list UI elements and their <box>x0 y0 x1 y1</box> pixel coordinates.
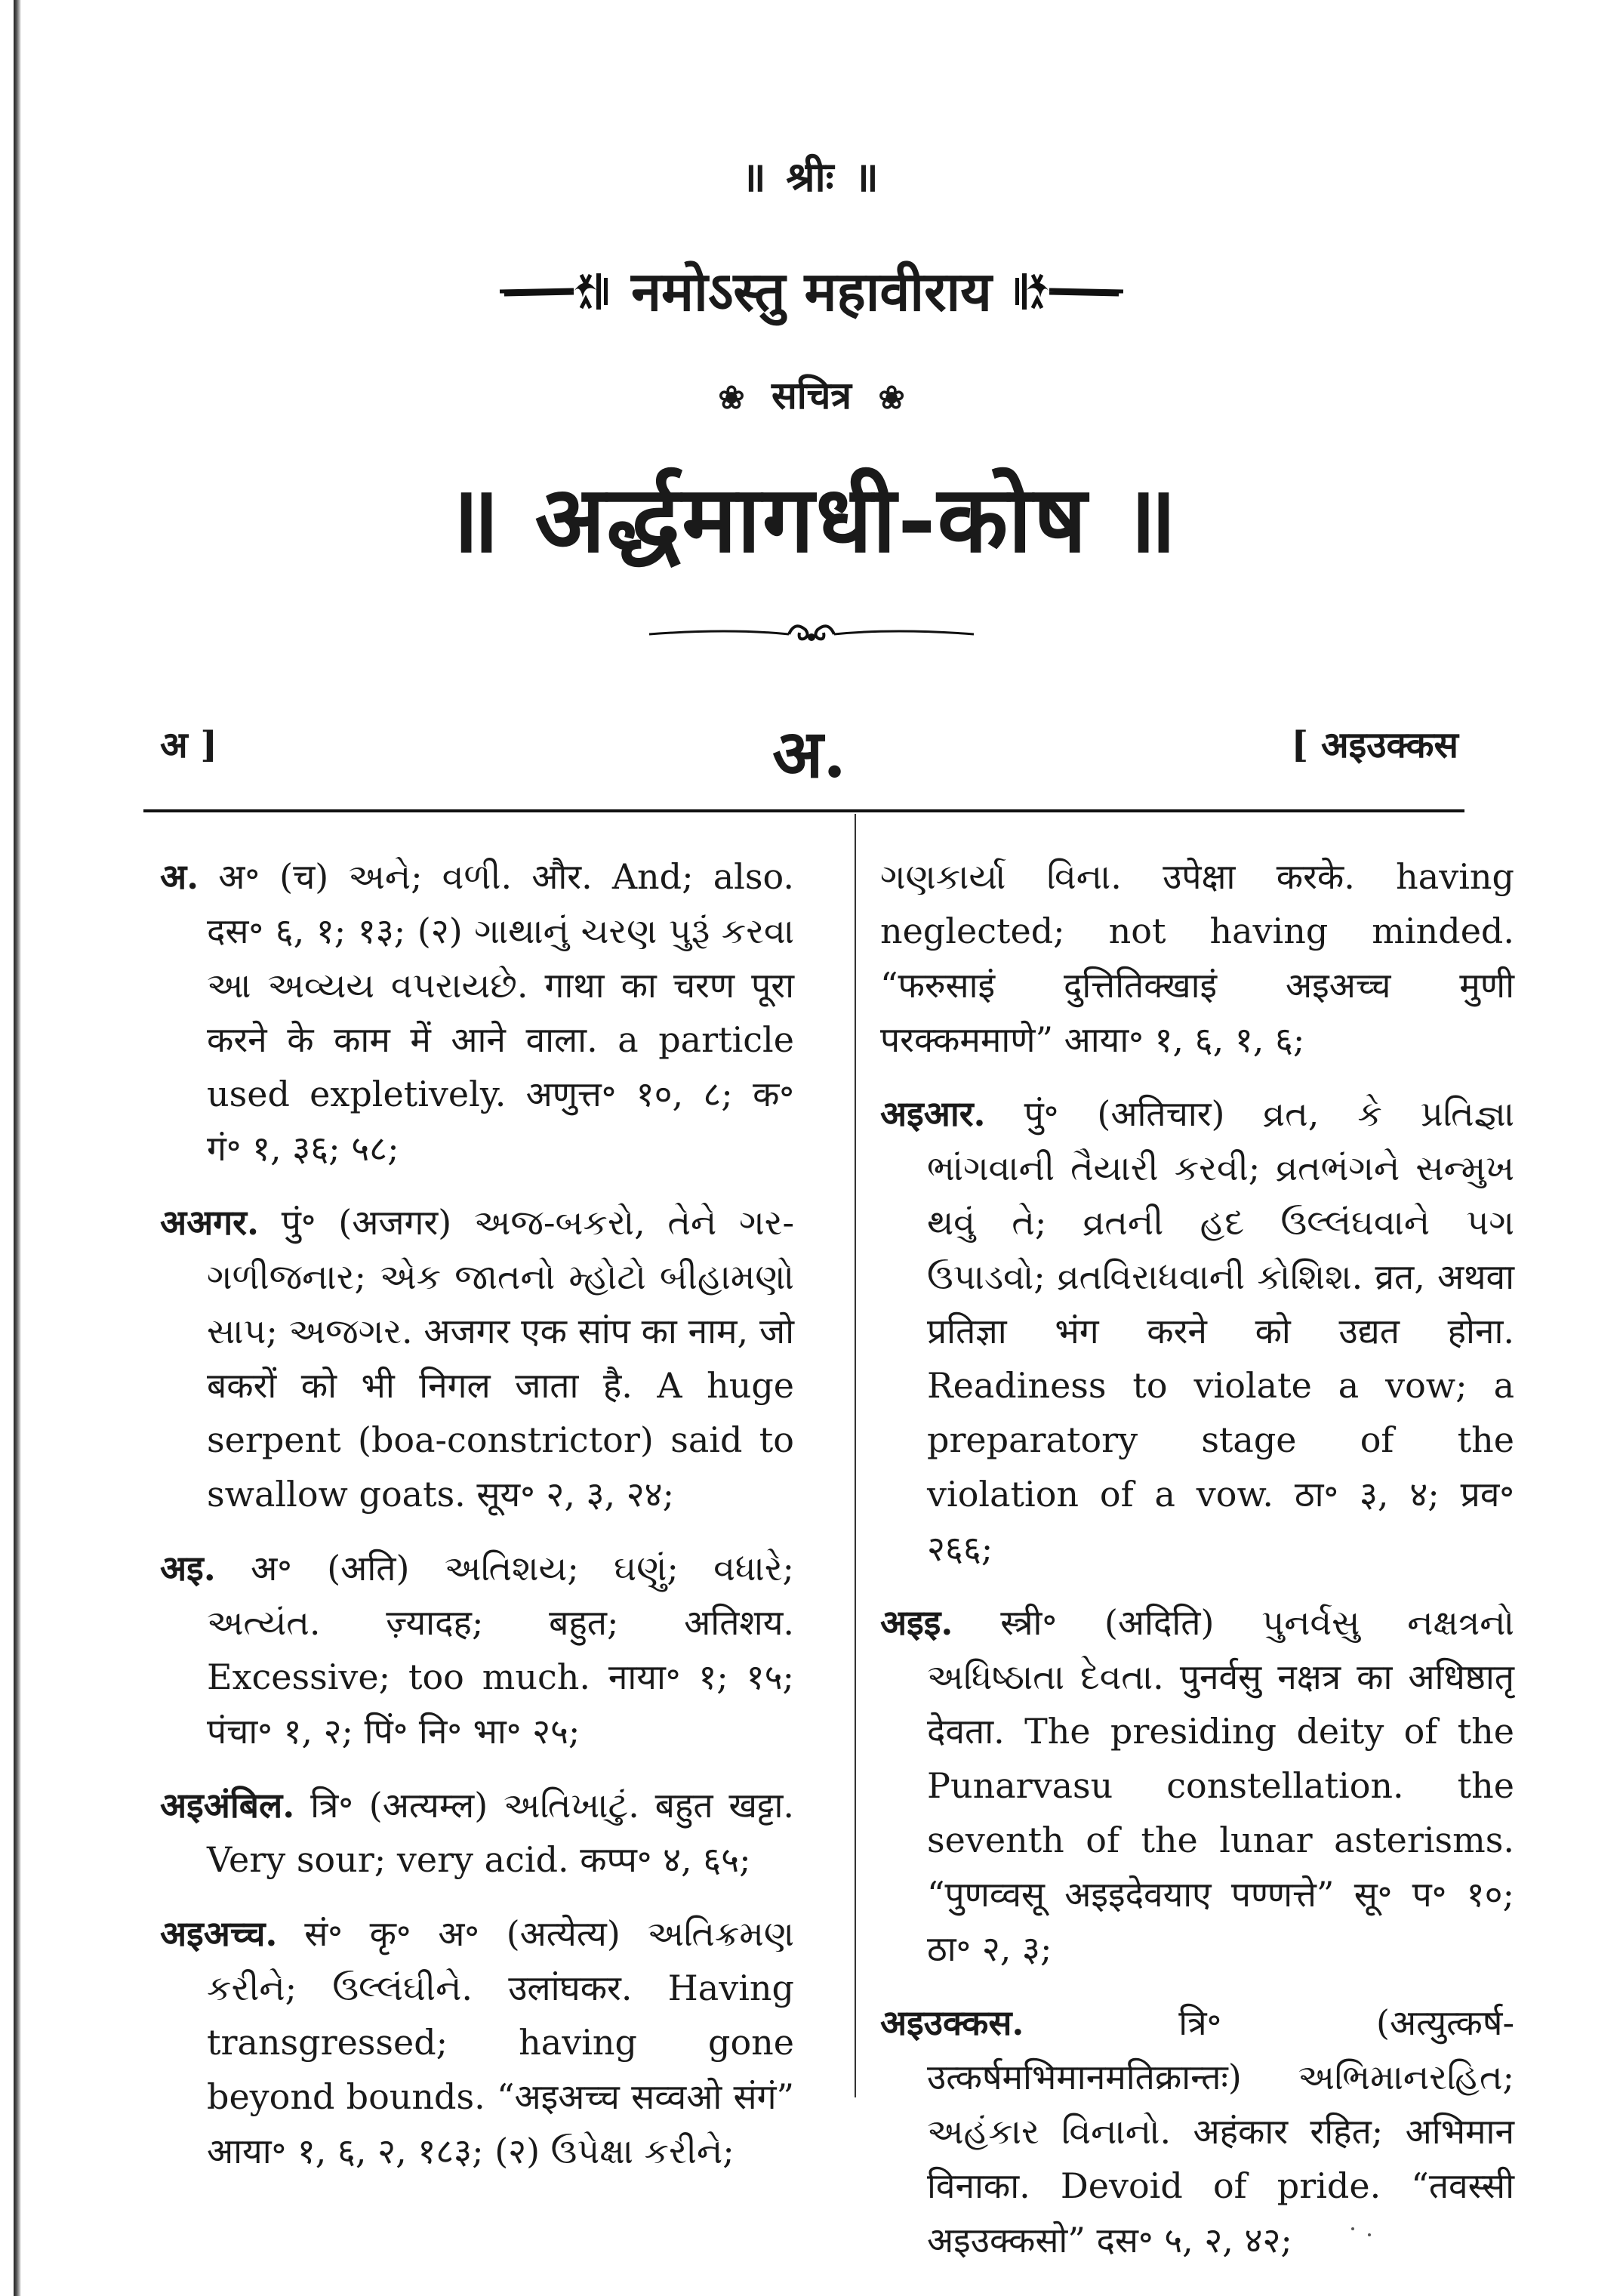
page-binding-edge <box>14 0 21 2296</box>
invocation-shri: ॥ श्रीः ॥ <box>741 153 882 201</box>
dictionary-entry <box>880 1595 1514 1976</box>
dictionary-entry <box>160 1541 794 1758</box>
entry-body: अ॰ (च) અને; વળી. और. And; also. दस॰ ६, १; १३; (२) ગાથાનું ચરણ પુરૂં કરવા આ અવ્યય વપરાયછે. गाथा का चरण पूरा करने के काम में आने वाला. a particle used expletively. अणुत्त॰ १०, ८; क॰ गं॰ १, ३६; ५८; <box>207 856 794 1169</box>
entry-headword: अइइ. <box>880 1602 953 1643</box>
page-title: ॥ अर्द्धमागधी-कोष ॥ <box>444 464 1179 573</box>
scan-speck <box>1351 2227 1354 2230</box>
right-column <box>880 849 1514 2287</box>
left-scroll-ornament-icon <box>498 267 611 313</box>
header-rule <box>143 809 1464 812</box>
entry-body: ગણકાર્યા વિના. उपेक्षा करके. having neglected; not having minded. “फरुसाइं दुत्तितिक्खाइं अइअच्च मुणी परक्कममाणे” आया॰ १, ६, १, ६; <box>880 856 1514 1060</box>
sachitra-subtitle <box>0 368 1623 420</box>
entry-body: स्त्री॰ (अदिति) પુનર્વસુ નક્ષત્રનો અધિષ્ઠાતા દેવતા. पुनर्वसु नक्षत्र का अधिष्ठातृ देवता. The presiding deity of the Punarvasu constellation. the seventh of the lunar asterisms. “पुणव्वसू अइइदेवयाए पण्णत्ते” सू॰ प॰ १०; ठा॰ २, ३; <box>927 1602 1514 1969</box>
flourish-divider-icon <box>645 612 978 660</box>
entry-headword: अइउक्कस. <box>880 2002 1024 2043</box>
entry-headword: अइ. <box>160 1548 216 1589</box>
right-scroll-ornament-icon <box>1012 267 1125 313</box>
running-head-left: अ ] <box>160 724 218 766</box>
dictionary-entry-continuation <box>880 849 1514 1067</box>
sachitra-text: सचित्र <box>771 373 852 418</box>
invocation-text: नमोऽस्तु महावीराय <box>631 259 992 323</box>
flower-ornament-icon: ❀ <box>718 379 745 416</box>
dictionary-entry <box>160 1906 794 2178</box>
scan-speck <box>1368 2233 1371 2236</box>
running-head-right: [ अइउक्कस <box>1291 724 1458 766</box>
entry-body: सं॰ कृ॰ अ॰ (अत्येत्य) અતિક્રમણ કરીને; ઉલ્લંઘીને. उलांघकर. Having transgressed; having gone beyond bounds. “अइअच्च सव्वओ संगं” आया॰ १, ६, २, १८३; (२) ઉપેક્ષા કરીને; <box>207 1913 794 2171</box>
invocation-line <box>0 253 1623 327</box>
dictionary-entry <box>880 1996 1514 2267</box>
entry-body: त्रि॰ (अत्यम्ल) અતિખાટું. बहुत खट्टा. Very sour; very acid. कप्प॰ ४, ६५; <box>207 1785 794 1880</box>
dictionary-entry <box>160 1195 794 1521</box>
column-divider <box>855 814 856 2097</box>
entry-headword: अअगर. <box>160 1202 260 1243</box>
section-letter: अ. <box>772 714 846 793</box>
entry-body: त्रि॰ (अत्युत्कर्ष-उत्कर्षमभिमानमतिक्रान्तः) અભિમાનરહિત; અહંકાર વિનાનો. अहंकार रहित; अभिमान विनाका. Devoid of pride. “तवस्सी अइउक्कसो” दस॰ ५, २, ४२; <box>927 2002 1514 2261</box>
entry-headword: अ. <box>160 856 199 897</box>
dictionary-entry <box>160 849 794 1176</box>
entry-headword: अइअच्च. <box>160 1913 278 1954</box>
entry-headword: अइआर. <box>880 1093 986 1134</box>
entry-body: पुं॰ (अतिचार) વ્રત, કે પ્રતિજ્ઞા ભાંગવાની તૈયારી કરવી; વ્રતભંગને સન્મુખ થવું તે; વ્રતની હદ ઉલ્લંઘવાને પગ ઉપાડવો; વ્રતવિરાધવાની કોશિશ. व्रत, अथवा प्रतिज्ञा भंग करने को उद्यत होना. Readiness to violate a vow; a preparatory stage of the violation of a vow. ठा॰ ३, ४; प्रव॰ २६६; <box>927 1093 1514 1569</box>
dictionary-entry <box>880 1086 1514 1576</box>
left-column <box>160 849 794 2198</box>
entry-headword: अइअंबिल. <box>160 1785 295 1826</box>
running-head <box>160 706 1458 797</box>
entry-body: पुं॰ (अजगर) અજ-બકરો, તેને ગર-ગળીજનાર; એક જાતનો મ્હોટો બીહામણો સાપ; અજગર. अजगर एक सांप का नाम, जो बकरों को भी निगल जाता है. A huge serpent (boa-constrictor) said to swallow goats. सूय॰ २, ३, २४; <box>207 1202 794 1515</box>
flower-ornament-icon: ❀ <box>878 379 905 416</box>
dictionary-entry <box>160 1778 794 1887</box>
entry-body: अ॰ (अति) અતિશય; ઘણું; વધારે; અત્યંત. ज़्यादह; बहुत; अतिशय. Excessive; too much. नाया॰ १; १५; पंचा॰ १, २; पिं॰ नि॰ भा॰ २५; <box>207 1548 795 1752</box>
